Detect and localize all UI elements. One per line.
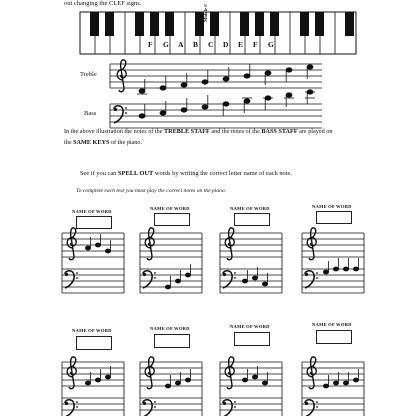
complete-instruction: To complete each test you must play the correct notes on the piano.: [76, 188, 227, 194]
key-label-b: B: [193, 40, 199, 49]
spell-text-2: words by writing the correct letter name of each note.: [153, 170, 292, 177]
exercise-5-answer-box[interactable]: [76, 336, 112, 350]
exercise-3-label: NAME OF WORD: [230, 206, 270, 211]
spell-text-1: See if you can: [80, 170, 118, 177]
intro-text-3: are played on: [297, 128, 333, 135]
exercise-4-label: NAME OF WORD: [312, 204, 352, 209]
exercise-2-label: NAME OF WORD: [150, 206, 190, 211]
key-label-a: A: [178, 40, 184, 49]
treble-notes: [137, 64, 313, 94]
exercise-7-answer-box[interactable]: [234, 332, 270, 346]
spell-text-bold: SPELL OUT: [117, 170, 154, 177]
exercise-6-answer-box[interactable]: [154, 334, 190, 348]
intro-text-4: the: [64, 139, 74, 146]
exercise-4-answer-box[interactable]: [316, 211, 352, 224]
key-label-c: C: [208, 40, 214, 49]
intro-text-5: of the piano.: [109, 139, 143, 146]
exercise-8-label: NAME OF WORD: [312, 322, 352, 327]
exercise-5-label: NAME OF WORD: [72, 328, 112, 333]
intro-text-same-keys: SAME KEYS: [73, 139, 110, 146]
key-label-f2: F: [253, 40, 258, 49]
spell-instruction: [80, 170, 292, 177]
key-label-e: E: [238, 40, 244, 49]
exercise-1-answer-box[interactable]: [76, 216, 112, 229]
treble-label: Treble: [80, 71, 97, 78]
exercise-8-answer-box[interactable]: [316, 330, 352, 344]
exercise-staves-row-1: [62, 233, 364, 293]
key-label-d: D: [223, 40, 229, 49]
intro-text-bass: BASS STAFF: [261, 128, 298, 135]
piano-keyboard: [80, 12, 356, 54]
intro-text-1: In the above illustration the notes of the: [64, 128, 165, 135]
bass-clef-icon: [114, 106, 127, 123]
key-label-f1: F: [148, 40, 153, 49]
intro-paragraph-line-2: [64, 139, 142, 146]
middle-c-label: Middle C: [203, 3, 208, 22]
bass-label: Bass: [84, 110, 97, 117]
intro-text-2: and the notes of the: [209, 128, 262, 135]
intro-paragraph-line-1: [64, 128, 332, 135]
exercise-3-answer-box[interactable]: [234, 213, 270, 226]
exercise-staves-row-2: [62, 362, 364, 416]
intro-top-line: out changing the CLEF signs.: [64, 0, 142, 7]
exercise-1-label: NAME OF WORD: [72, 209, 112, 214]
exercise-2-answer-box[interactable]: [154, 213, 190, 226]
exercise-6-label: NAME OF WORD: [150, 326, 190, 331]
key-label-g2: G: [268, 40, 274, 49]
key-label-g1: G: [163, 40, 169, 49]
exercise-notes-row-2: [85, 366, 358, 388]
intro-text-treble: TREBLE STAFF: [164, 128, 210, 135]
exercise-7-label: NAME OF WORD: [230, 324, 270, 329]
